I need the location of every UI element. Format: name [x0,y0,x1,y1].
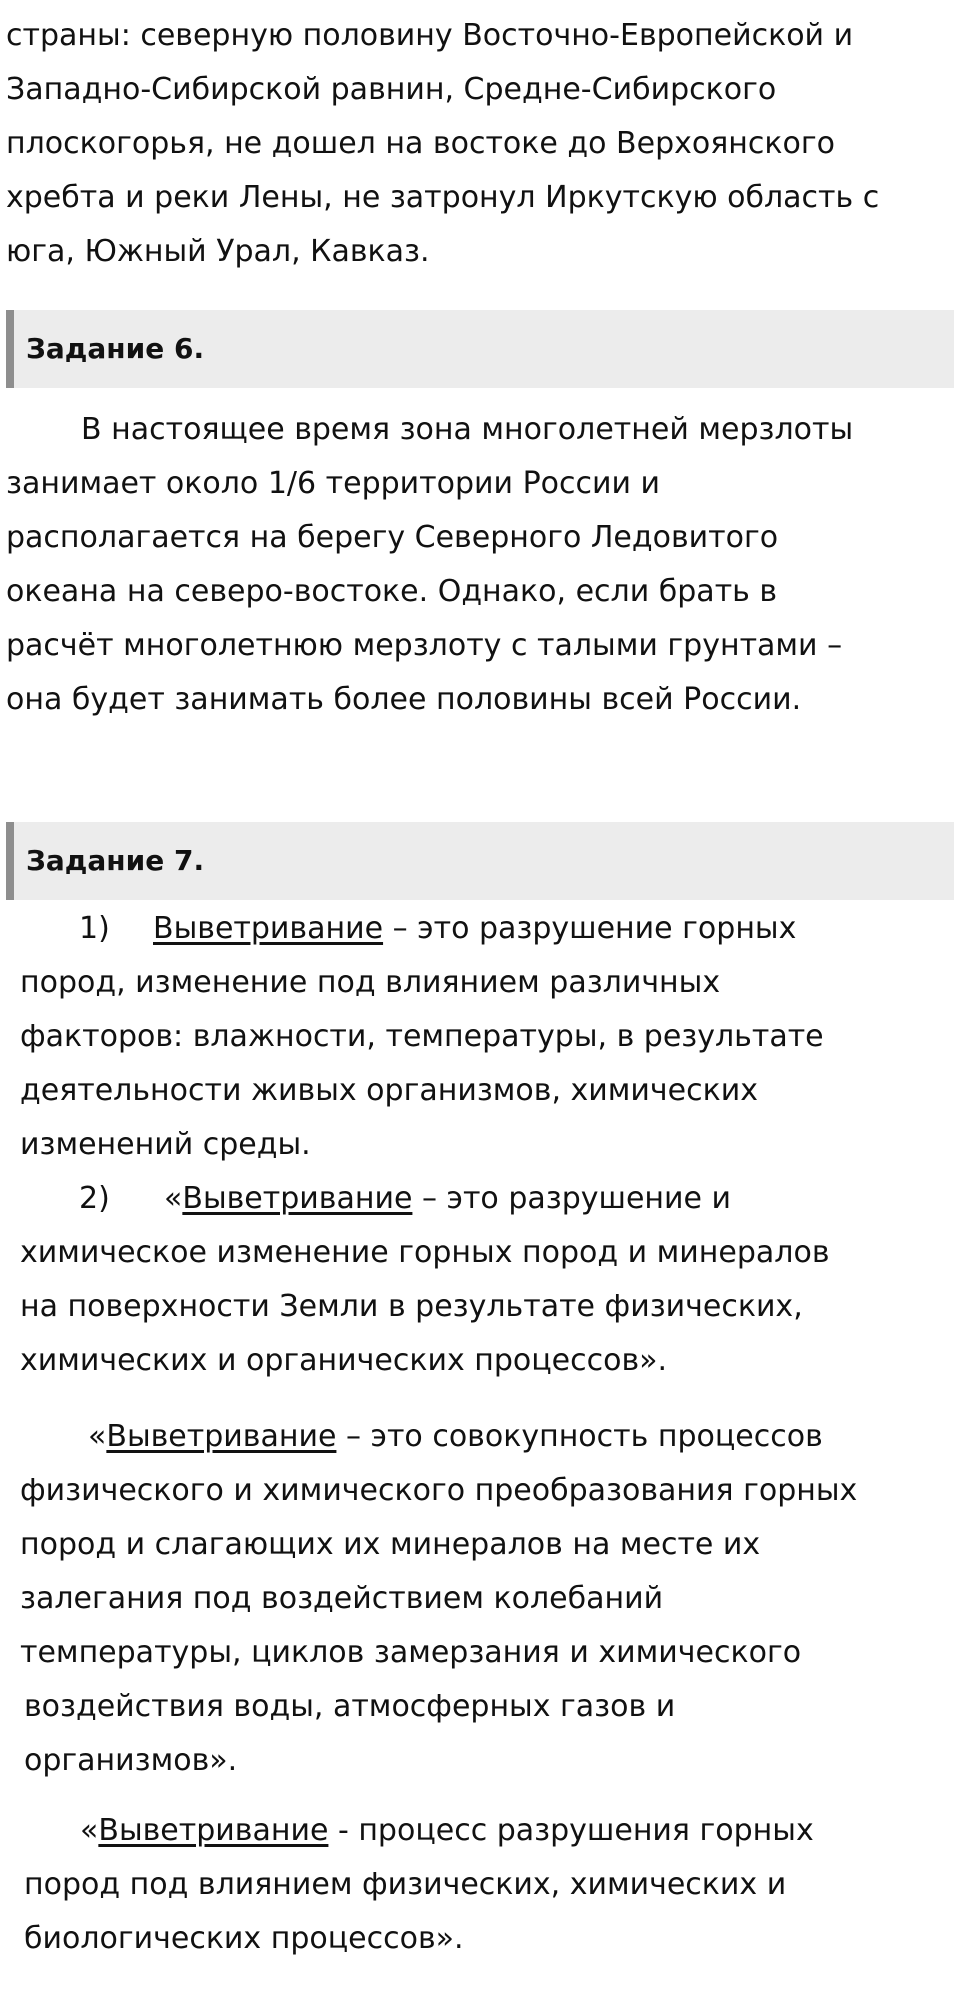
list-number: 1) [79,911,110,946]
task7-item-2 [20,1172,830,1388]
text-line: пород под влиянием физических, химических и [24,1867,787,1902]
text-fragment: – это совокупность процессов [336,1419,823,1454]
term-underlined: Выветривание [106,1419,337,1454]
text-line: страны: северную половину Восточно-Европейской и [6,18,854,53]
text-line: расчёт многолетнюю мерзлоту с талыми грунтами – [6,628,843,663]
list-item-first-line [20,1172,830,1226]
text-line: Западно-Сибирской равнин, Средне-Сибирского [6,72,777,107]
paragraph-first-line [20,1410,857,1464]
text-line: располагается на берегу Северного Ледовитого [6,520,779,555]
quote-open: « [80,1813,99,1848]
text-line: температуры, циклов замерзания и химического [20,1635,802,1670]
text-line: изменений среды. [20,1127,311,1162]
text-fragment: – это разрушение горных [383,911,797,946]
text-line: на поверхности Земли в результате физических, [20,1289,803,1324]
text-line: пород, изменение под влиянием различных [20,965,721,1000]
task7-heading-text: Задание 7. [26,844,205,877]
text-line: хребта и реки Лены, не затронул Иркутскую область с [6,180,880,215]
quote-open: « [88,1419,107,1454]
task6-paragraph [6,403,853,727]
list-number: 2) [79,1181,110,1216]
text-line: химических и органических процессов». [20,1343,668,1378]
term-underlined: Выветривание [182,1181,413,1216]
intro-paragraph [6,9,879,279]
list-item-first-line [20,902,824,956]
text-line: химическое изменение горных пород и минералов [20,1235,830,1270]
text-line: занимает около 1/6 территории России и [6,466,661,501]
text-line: В настоящее время зона многолетней мерзлоты [81,412,854,447]
text-line: плоскогорья, не дошел на востоке до Верхоянского [6,126,835,161]
text-fragment: – это разрушение и [412,1181,732,1216]
text-line: океана на северо-востоке. Однако, если брать в [6,574,778,609]
text-line: физического и химического преобразования горных [20,1473,858,1508]
text-line: организмов». [24,1743,238,1778]
task7-heading [6,822,954,900]
text-line: она будет занимать более половины всей России. [6,682,802,717]
text-line: залегания под воздействием колебаний [20,1581,664,1616]
paragraph-first-line [24,1804,814,1858]
text-line: факторов: влажности, температуры, в результате [20,1019,824,1054]
text-line: пород и слагающих их минералов на месте их [20,1527,761,1562]
term-underlined: Выветривание [153,911,384,946]
text-line: воздействия воды, атмосферных газов и [24,1689,676,1724]
text-line: биологических процессов». [24,1921,464,1956]
task7-item-1 [20,902,824,1172]
quote-open: « [164,1181,183,1216]
task7-paragraph-4 [24,1804,814,1966]
task6-heading-text: Задание 6. [26,332,205,365]
text-line: деятельности живых организмов, химических [20,1073,758,1108]
task7-paragraph-3 [20,1410,857,1788]
text-fragment: - процесс разрушения горных [328,1813,814,1848]
term-underlined: Выветривание [98,1813,329,1848]
text-line: юга, Южный Урал, Кавказ. [6,234,430,269]
task6-heading [6,310,954,388]
